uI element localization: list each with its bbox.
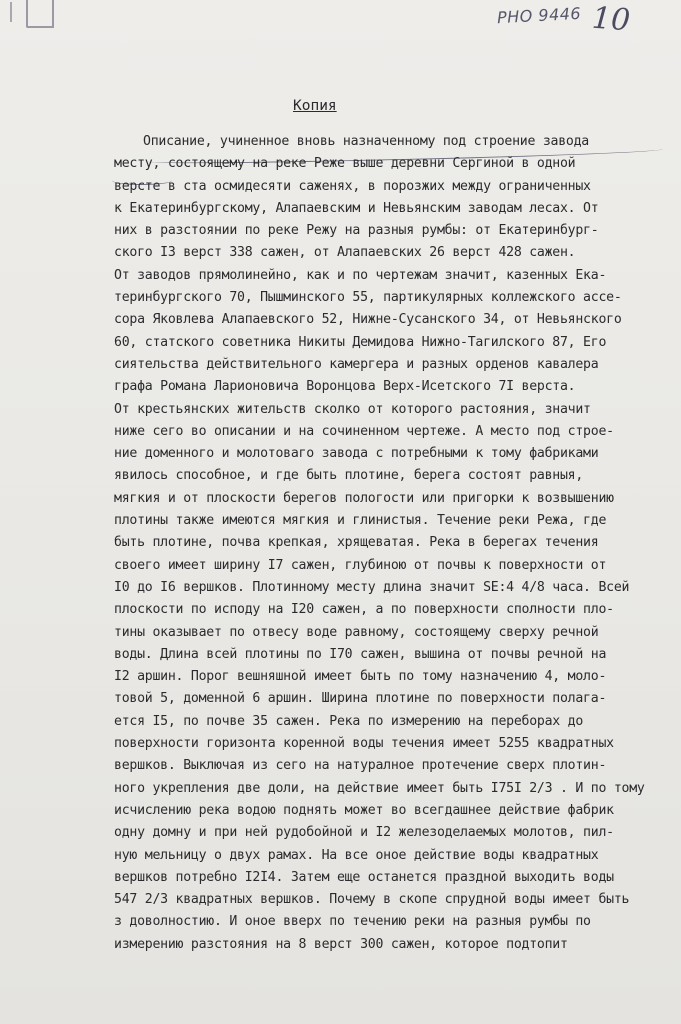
corner-bracket-mark (26, 0, 54, 28)
text-line: вершков потребно I2I4. Затем еще останется праздной выходить воды (114, 869, 614, 885)
text-line: От заводов прямолинейно, как и по чертежам значит, казенных Ека- (114, 267, 607, 283)
text-line: сиятельства действительного камергера и разных орденов кавалера (114, 356, 599, 372)
text-line: графа Романа Ларионовича Воронцова Верх-Исетского 7I верста. (114, 379, 576, 395)
text-line: измерению разстояния на 8 верст 300 сажен, которое подтопит (114, 936, 568, 952)
text-line: 547 2/3 квадратных вершков. Почему в скопе спрудной воды имеет быть (114, 892, 630, 908)
text-line: товой 5, доменной 6 аршин. Ширина плотине по поверхности полага- (114, 691, 607, 707)
text-line: I0 до I6 вершков. Плотинному месту длина значит SE:4 4/8 часа. Всей (114, 579, 630, 595)
text-line: них в разстоянии по реке Режу на разныя румбы: от Екатеринбург- (114, 223, 599, 239)
text-line: одну домну и при ней рудобойной и I2 железоделаемых молотов, пил- (114, 825, 614, 841)
archive-code-handwritten: РНО 9446 (496, 3, 582, 28)
text-line: ние доменного и молотоваго завода с потребными к тому фабриками (114, 446, 599, 462)
text-line: своего имеет ширину I7 сажен, глубиною от почвы к поверхности от (114, 557, 607, 573)
text-line: плотины также имеются мягкия и глинистыя. Течение реки Режа, где (114, 513, 607, 529)
text-line: плоскости по исподу на I20 сажен, а по поверхности сполности пло- (114, 602, 614, 618)
text-line: ниже сего во описании и на сочиненном чертеже. А место под строе- (114, 423, 614, 439)
text-line: исчислению река водою поднять может во всегдашнее действие фабрик (114, 802, 614, 818)
text-line: ного укрепления две доли, на действие имеет быть I75I 2/3 . И по тому (114, 780, 645, 796)
text-line: быть плотине, почва крепкая, хрящеватая. Река в берегах течения (114, 535, 599, 551)
text-line: явилось способное, и где быть плотине, берега состоят равныя, (114, 468, 584, 484)
text-line: поверхности горизонта коренной воды течения имеет 5255 квадратных (114, 736, 614, 752)
document-body (114, 131, 666, 956)
text-line: сора Яковлева Алапаевского 52, Нижне-Сусанского 34, от Невьянского (114, 312, 622, 328)
text-line: ную мельницу о двух рамах. На все оное действие воды квадратных (114, 847, 599, 863)
text-line: вершков. Выключая из сего на натуралное протечение сверх плотин- (114, 758, 607, 774)
text-line: От крестьянских жительств сколко от которого растояния, значит (114, 401, 591, 417)
text-line: Описание, учиненное вновь назначенному под строение завода (143, 134, 589, 149)
text-line: 60, статского советника Никиты Демидова Нижно-Тагилского 87, Его (114, 334, 607, 350)
text-line: I2 аршин. Порог вешняшной имеет быть по тому назначению 4, моло- (114, 669, 607, 685)
text-line: воды. Длина всей плотины по I70 сажен, вышина от почвы речной на (114, 646, 607, 662)
text-line: теринбургского 70, Пышминского 55, партикулярных коллежского ассе- (114, 290, 622, 306)
text-line: ского I3 верст 338 сажен, от Алапаевских 26 верст 428 сажен. (114, 245, 576, 261)
sheet-number-handwritten: 10 (590, 0, 632, 39)
margin-pencil-mark (10, 2, 12, 22)
text-line: месту, состоящему на реке Реже выше деревни Сергиной в одной (114, 156, 576, 172)
text-line: мягкия и от плоскости берегов пологости или пригорки к возвышению (114, 490, 614, 506)
text-line: версте в ста осмидесяти саженях, в порозжих между ограниченных (114, 178, 591, 194)
text-line: к Екатеринбургскому, Алапаевским и Невьянским заводам лесах. От (114, 200, 599, 216)
text-line: з доволностию. И оное вверх по течению реки на разныя румбы по (114, 914, 591, 930)
text-line: тины оказывает по отвесу воде равному, состоящему сверху речной (114, 624, 599, 640)
document-title: Копия (293, 98, 337, 114)
text-line: ется I5, по почве 35 сажен. Река по измерению на переборах до (114, 713, 584, 729)
